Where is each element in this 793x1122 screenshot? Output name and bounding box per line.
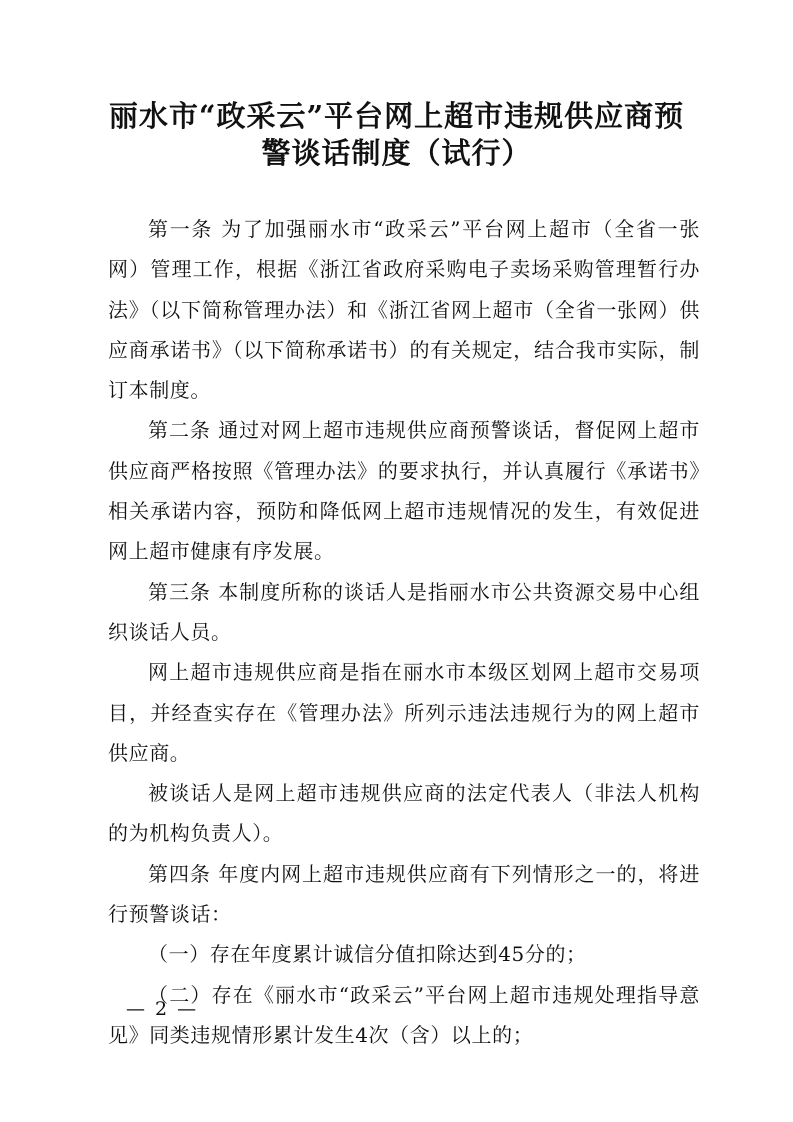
condition-1-paragraph: （一）存在年度累计诚信分值扣除达到45分的； [148, 942, 587, 967]
article-3-paragraph: 第三条 本制度所称的谈话人是指丽水市公共资源交易中心组织谈话人员。 [108, 579, 700, 644]
document-body [108, 209, 700, 1055]
article-1-paragraph: 第一条 为了加强丽水市“政采云”平台网上超市（全省一张网）管理工作，根据《浙江省政府采购电子卖场采购管理暂行办法》（以下简称管理办法）和《浙江省网上超市（全省一张网）供应商承诺书》（以下简称承诺书）的有关规定，结合我市实际，制订本制度。 [108, 217, 700, 403]
document-title-line-1: 丽水市“政采云”平台网上超市违规供应商预 [108, 99, 685, 133]
document-title-line-2: 警谈话制度（试行） [261, 136, 532, 170]
violating-supplier-definition-paragraph: 网上超市违规供应商是指在丽水市本级区划网上超市交易项目，并经查实存在《管理办法》所列示违法违规行为的网上超市供应商。 [108, 660, 700, 765]
article-4-paragraph: 第四条 年度内网上超市违规供应商有下列情形之一的，将进行预警谈话： [108, 861, 700, 927]
page-number: — 2 — [126, 998, 199, 1020]
condition-2-paragraph: （二）存在《丽水市“政采云”平台网上超市违规处理指导意见》同类违规情形累计发生4次（含）以上的； [108, 982, 700, 1047]
interviewee-definition-paragraph: 被谈话人是网上超市违规供应商的法定代表人（非法人机构的为机构负责人）。 [108, 781, 700, 846]
article-2-paragraph: 第二条 通过对网上超市违规供应商预警谈话，督促网上超市供应商严格按照《管理办法》的要求执行，并认真履行《承诺书》相关承诺内容，预防和降低网上超市违规情况的发生，有效促进网上超市健康有序发展。 [108, 418, 700, 564]
